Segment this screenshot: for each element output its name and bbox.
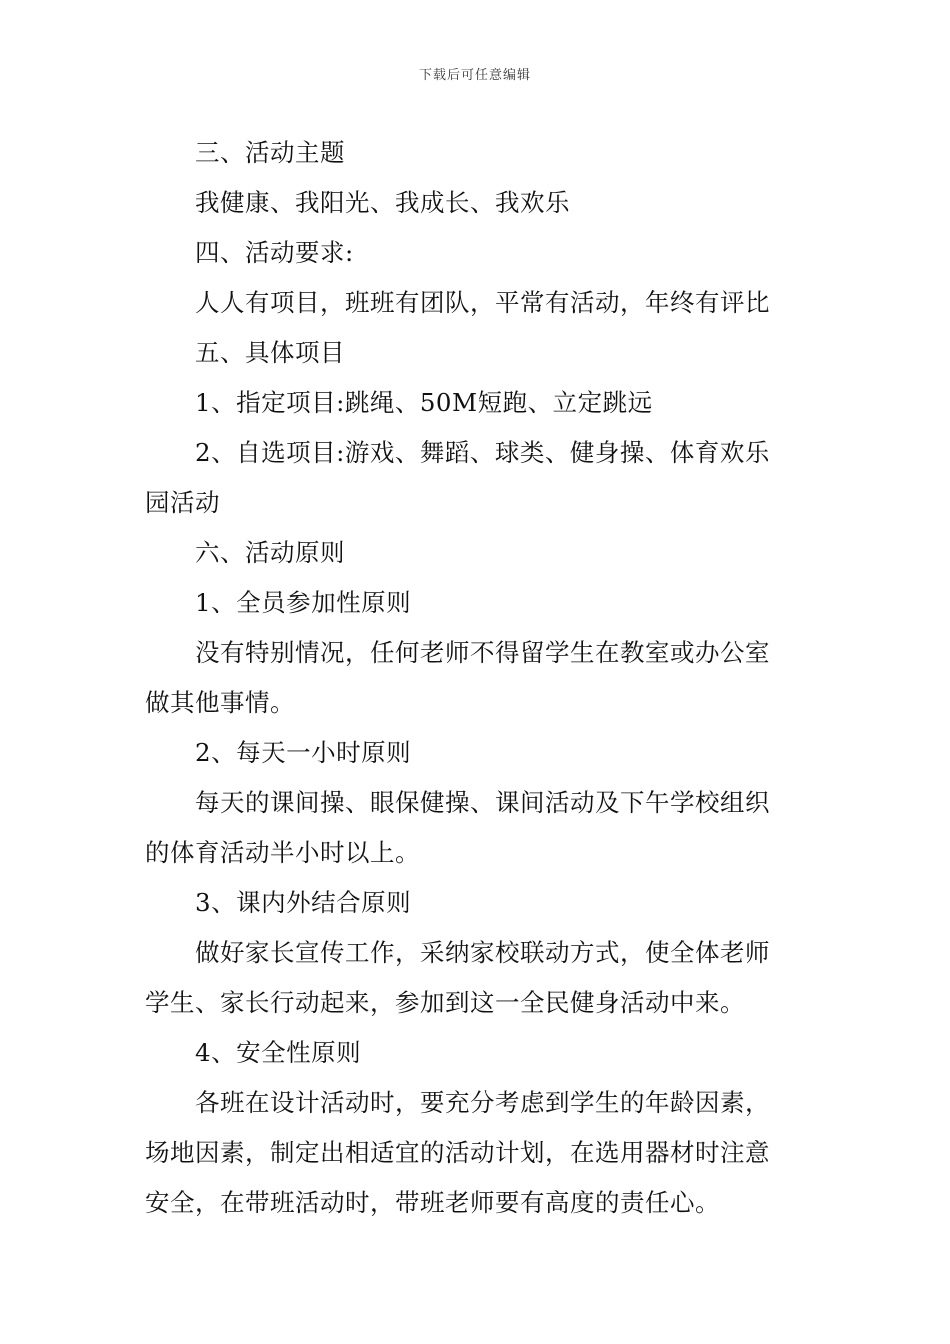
paragraph-line-continuation: 安全，在带班活动时，带班老师要有高度的责任心。	[145, 1188, 720, 1217]
section-heading-theme: 三、活动主题	[195, 138, 345, 167]
paragraph-line: 做好家长宣传工作，采纳家校联动方式，使全体老师	[195, 938, 770, 967]
principle-heading: 3、课内外结合原则	[195, 888, 412, 917]
paragraph-line-continuation: 做其他事情。	[145, 688, 295, 717]
section-heading-requirements: 四、活动要求:	[195, 238, 354, 267]
paragraph-line: 每天的课间操、眼保健操、课间活动及下午学校组织	[195, 788, 770, 817]
paragraph-line: 我健康、我阳光、我成长、我欢乐	[195, 188, 570, 217]
list-item: 1、指定项目:跳绳、50M短跑、立定跳远	[195, 388, 653, 417]
section-heading-projects: 五、具体项目	[195, 338, 345, 367]
paragraph-line-continuation: 场地因素，制定出相适宜的活动计划，在选用器材时注意	[145, 1138, 770, 1167]
principle-heading: 2、每天一小时原则	[195, 738, 412, 767]
paragraph-line: 没有特别情况，任何老师不得留学生在教室或办公室	[195, 638, 770, 667]
page-header: 下载后可任意编辑	[418, 68, 531, 83]
paragraph-line-continuation: 的体育活动半小时以上。	[145, 838, 420, 867]
list-item: 2、自选项目:游戏、舞蹈、球类、健身操、体育欢乐	[195, 438, 770, 467]
paragraph-line: 各班在设计活动时，要充分考虑到学生的年龄因素，	[195, 1088, 770, 1117]
section-heading-principles: 六、活动原则	[195, 538, 345, 567]
paragraph-line: 人人有项目，班班有团队，平常有活动，年终有评比	[195, 288, 770, 317]
paragraph-line-continuation: 学生、家长行动起来，参加到这一全民健身活动中来。	[145, 988, 745, 1017]
principle-heading: 4、安全性原则	[195, 1038, 362, 1067]
document-body	[145, 128, 810, 1228]
principle-heading: 1、全员参加性原则	[195, 588, 412, 617]
list-item-continuation: 园活动	[145, 488, 220, 517]
